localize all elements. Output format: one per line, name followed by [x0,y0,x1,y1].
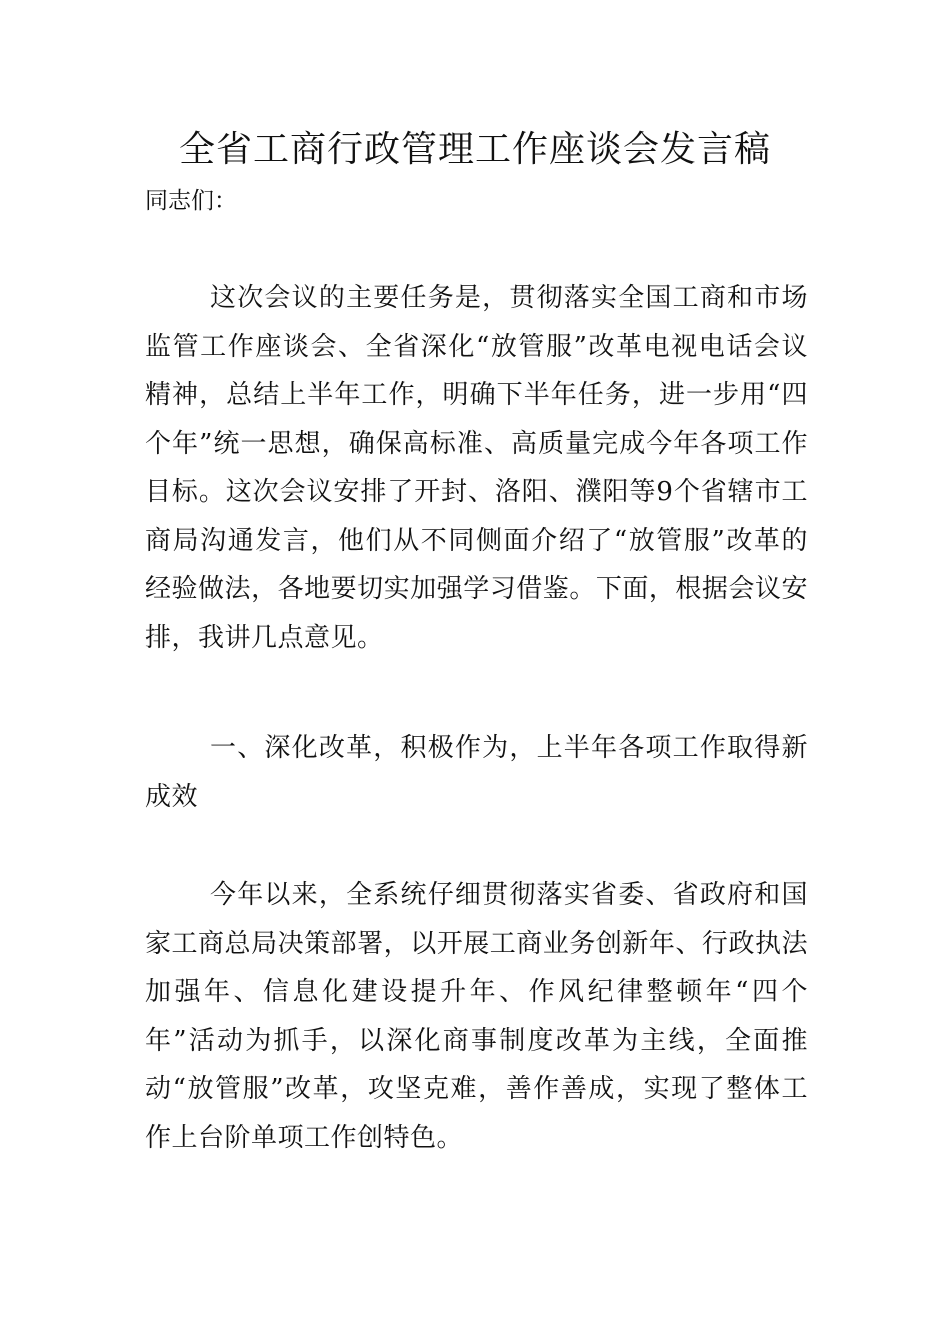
paragraph-section-1-body: 今年以来，全系统仔细贯彻落实省委、省政府和国家工商总局决策部署，以开展工商业务创新年、行政执法加强年、信息化建设提升年、作风纪律整顿年“四个年”活动为抓手，以深化商事制度改革为主线，全面推动“放管服”改革，攻坚克难，善作善成，实现了整体工作上台阶单项工作创特色。 [145,880,808,1153]
section-heading-1: 一、深化改革，积极作为，上半年各项工作取得新成效 [145,733,808,812]
salutation: 同志们： [145,188,237,214]
document-title: 全省工商行政管理工作座谈会发言稿 [178,129,771,170]
paragraph-intro: 这次会议的主要任务是，贯彻落实全国工商和市场监管工作座谈会、全省深化“放管服”改革电视电话会议精神，总结上半年工作，明确下半年任务，进一步用“四个年”统一思想，确保高标准、高质量完成今年各项工作目标。这次会议安排了开封、洛阳、濮阳等9个省辖市工商局沟通发言，他们从不同侧面介绍了“放管服”改革的经验做法，各地要切实加强学习借鉴。下面，根据会议安排，我讲几点意见。 [145,283,808,653]
